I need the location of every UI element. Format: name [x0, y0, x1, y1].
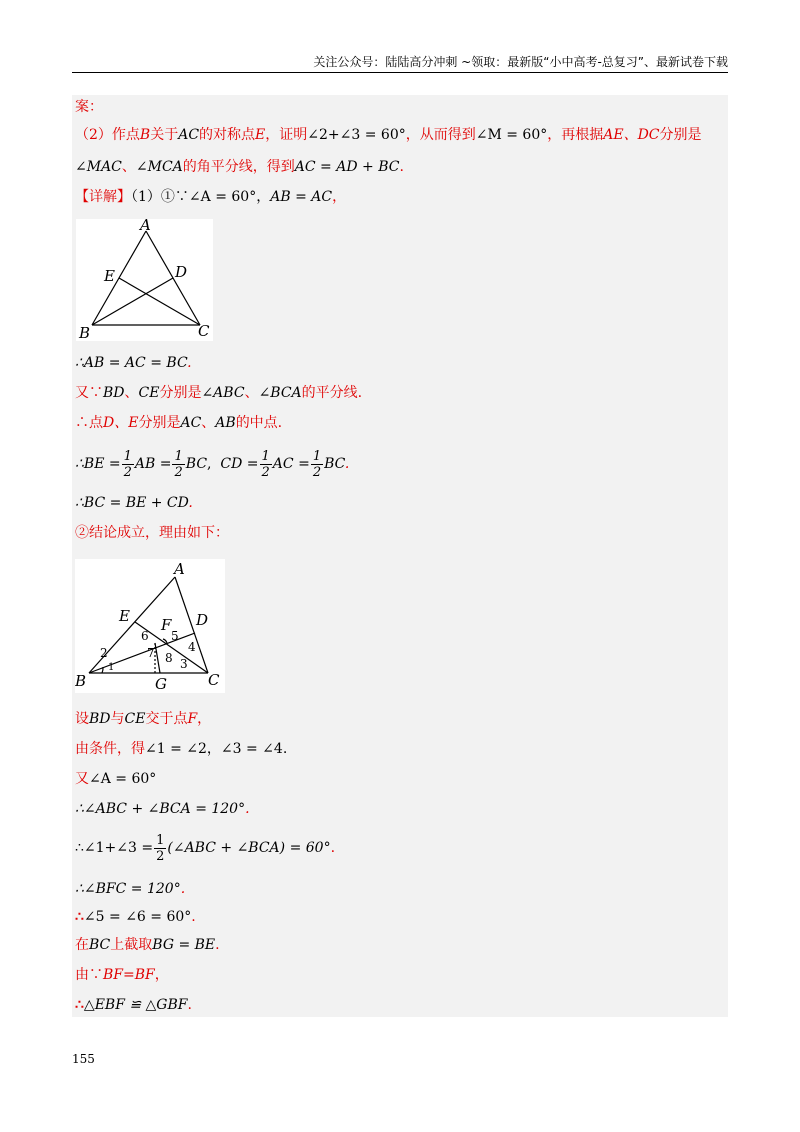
- t: ，再根据: [547, 127, 604, 143]
- t: 分别是: [659, 127, 702, 143]
- label-a: A: [174, 560, 185, 578]
- t: AC: [180, 415, 202, 431]
- math: ∴BE =: [75, 456, 121, 472]
- t: .: [399, 159, 404, 175]
- text-line-9: [75, 493, 193, 513]
- t: ∴: [75, 997, 84, 1013]
- text-line-20: [75, 995, 192, 1015]
- t: 、: [121, 159, 136, 175]
- label-3: 3: [180, 657, 188, 671]
- triangle-figure-1-svg: [76, 219, 213, 341]
- t: 设: [75, 711, 89, 727]
- t: 的对称点: [199, 127, 256, 143]
- t: 分别是: [159, 385, 202, 401]
- text-line-13: [75, 769, 156, 789]
- fraction-half: [260, 449, 272, 480]
- triangle-figure-2-svg: [75, 559, 225, 693]
- t: 、: [124, 385, 139, 401]
- math: △EBF ≌ △GBF: [83, 997, 188, 1013]
- t: 由条件，得: [75, 741, 145, 757]
- t: CE: [138, 385, 160, 401]
- label-c: C: [198, 322, 210, 340]
- label-4: 4: [188, 640, 196, 654]
- page-header: 关注公众号：陆陆高分冲刺 ~领取：最新版“小中高考-总复习”、最新试卷下载: [72, 52, 728, 73]
- math: ∠MAC: [75, 159, 122, 175]
- fraction-half: [122, 449, 134, 480]
- math: ∠A = 60°: [89, 771, 157, 787]
- math: AC =: [272, 456, 310, 472]
- label-7: 7: [147, 646, 155, 660]
- triangle-figure-2: [75, 559, 225, 693]
- label-d: D: [175, 263, 188, 281]
- t: .: [191, 909, 196, 925]
- t: BF=BF: [103, 967, 155, 983]
- t: 在: [75, 937, 89, 953]
- math: ∠ABC: [201, 385, 245, 401]
- t: F: [187, 711, 198, 727]
- text-line-5: [75, 353, 192, 373]
- t: AB: [215, 415, 236, 431]
- t: BD: [103, 385, 125, 401]
- text-line-2: [75, 125, 702, 145]
- t: 又: [75, 771, 89, 787]
- text-line-4: [75, 187, 346, 207]
- t: .: [282, 741, 288, 757]
- math: CD =: [220, 456, 259, 472]
- text-line-14: [75, 799, 250, 819]
- t: ，: [197, 711, 212, 727]
- math: AB = AC: [270, 189, 333, 205]
- math: ∴AB = AC = BC: [75, 355, 188, 371]
- t: .: [215, 937, 220, 953]
- text-line-8: [75, 447, 349, 481]
- denominator: 2: [174, 464, 183, 480]
- math: ∴∠ABC + ∠BCA = 120°: [75, 801, 246, 817]
- t: ∴: [75, 909, 84, 925]
- numerator: 1: [312, 448, 322, 464]
- t: 由∵: [75, 967, 103, 983]
- denominator: 2: [312, 464, 322, 480]
- numerator: 1: [123, 448, 132, 464]
- triangle-figure-1: [76, 219, 213, 341]
- t: .: [188, 495, 193, 511]
- numerator: 1: [261, 448, 270, 464]
- text-line-11: [75, 709, 211, 729]
- text-line-19: [75, 965, 169, 985]
- math: BC: [324, 456, 345, 472]
- t: AC: [178, 127, 200, 143]
- label-d: D: [196, 611, 209, 629]
- t: D、E: [103, 415, 139, 431]
- label-c: C: [208, 671, 220, 689]
- t: （2）作点: [75, 127, 140, 143]
- t: 又∵: [75, 385, 103, 401]
- t: B: [139, 127, 151, 143]
- label-a: A: [140, 219, 151, 234]
- t: ，证明: [265, 127, 308, 143]
- t: E: [255, 127, 266, 143]
- math: BG = BE: [152, 937, 216, 953]
- math: ∠1 = ∠2: [145, 741, 207, 757]
- denominator: 2: [261, 464, 270, 480]
- math: AC = AD + BC: [294, 159, 400, 175]
- math: ∴BC = BE + CD: [75, 495, 189, 511]
- t: ，从而得到: [405, 127, 476, 143]
- t: .: [187, 355, 192, 371]
- numerator: 1: [174, 448, 183, 464]
- label-8: 8: [165, 651, 173, 665]
- segment-ce: [119, 278, 200, 325]
- t: ，: [154, 967, 169, 983]
- fraction-half: [311, 449, 323, 480]
- label-e: E: [104, 267, 115, 285]
- text-line-10: ②结论成立，理由如下：: [75, 525, 229, 541]
- t: 关于: [150, 127, 179, 143]
- t: BC: [89, 937, 111, 953]
- t: ，: [332, 189, 347, 205]
- label-g: G: [155, 675, 167, 693]
- math: ∠MCA: [135, 159, 183, 175]
- text-line-18: [75, 935, 220, 955]
- t: .: [187, 997, 192, 1013]
- math: (∠ABC + ∠BCA) = 60°: [167, 840, 331, 856]
- t: 的平分线.: [301, 385, 363, 401]
- t: ，: [256, 189, 271, 205]
- text-line-3: [75, 157, 404, 177]
- math: BC: [185, 456, 208, 472]
- t: ，: [206, 741, 221, 757]
- fraction-half: [172, 449, 184, 480]
- label-1: 1: [108, 662, 115, 673]
- label-5: 5: [171, 629, 179, 643]
- t: .: [180, 881, 186, 897]
- denominator: 2: [156, 848, 165, 864]
- text-line-1: 案：: [75, 99, 103, 115]
- math: ∠3 = ∠4: [220, 741, 283, 757]
- text-line-7: [75, 413, 282, 433]
- label-2: 2: [100, 646, 108, 660]
- t: 、: [244, 385, 259, 401]
- t: AE、DC: [603, 127, 660, 143]
- t: 的中点.: [235, 415, 283, 431]
- fraction-half: [154, 833, 166, 864]
- label-b: B: [75, 672, 87, 690]
- t: ∴点: [75, 415, 103, 431]
- t: .: [344, 456, 350, 472]
- math: ∠2+∠3 = 60°: [307, 127, 406, 143]
- t: 【详解】: [75, 189, 131, 205]
- t: 交于点: [145, 711, 188, 727]
- text-line-12: [75, 739, 287, 759]
- denominator: 2: [123, 464, 132, 480]
- segment-bd: [92, 278, 173, 325]
- math: ∴∠BFC = 120°: [75, 881, 181, 897]
- math: ∴∠1+∠3 =: [75, 840, 154, 856]
- text-line-6: [75, 383, 362, 403]
- label-f: F: [161, 616, 172, 634]
- t: BD: [89, 711, 111, 727]
- text-line-16: [75, 879, 185, 899]
- numerator: 1: [156, 832, 165, 848]
- t: （1）①∵: [131, 189, 189, 205]
- label-6: 6: [141, 629, 149, 643]
- t: CE: [124, 711, 146, 727]
- math: ∠M = 60°: [475, 127, 548, 143]
- solution-panel: [72, 95, 728, 1017]
- math: ∠A = 60°: [188, 189, 257, 205]
- math: ∠5 = ∠6 = 60°: [83, 909, 192, 925]
- page-number: 155: [72, 1052, 95, 1066]
- label-b: B: [79, 324, 91, 341]
- math: AB =: [134, 456, 172, 472]
- t: 上截取: [110, 937, 153, 953]
- label-e: E: [119, 607, 130, 625]
- t: .: [330, 840, 336, 856]
- t: 、: [201, 415, 216, 431]
- t: .: [245, 801, 250, 817]
- text-line-15: [75, 831, 335, 865]
- text-line-17: [75, 907, 196, 927]
- t: ,: [207, 456, 212, 472]
- t: 与: [110, 711, 125, 727]
- t: 分别是: [138, 415, 181, 431]
- math: ∠BCA: [258, 385, 302, 401]
- t: 的角平分线，得到: [182, 159, 295, 175]
